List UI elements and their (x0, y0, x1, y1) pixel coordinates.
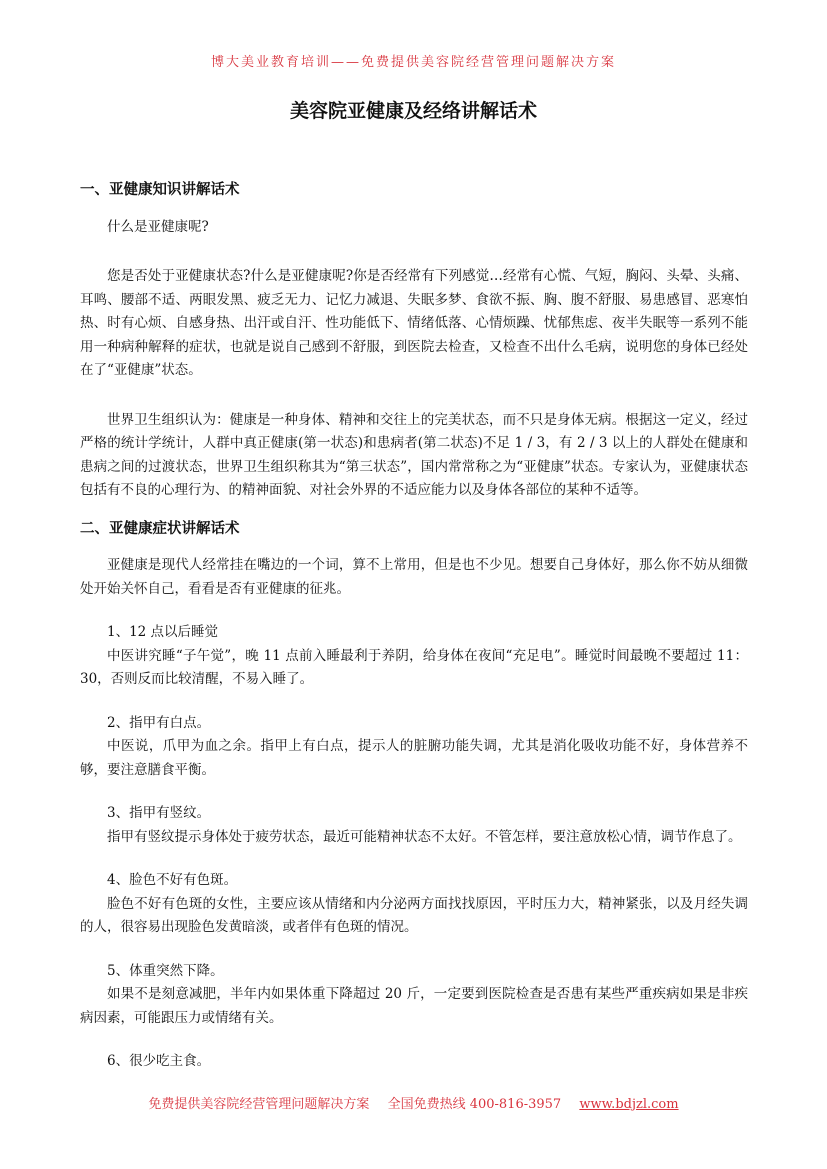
symptom-list (80, 601, 748, 1074)
section-heading: 一、亚健康知识讲解话术 (80, 181, 240, 198)
footer (0, 1093, 827, 1112)
list-item-text: 脸色不好有色斑的女性，主要应该从情绪和内分泌两方面找找原因，平时压力大，精神紧张，以及月经失调的人，很容易出现脸色发黄暗淡，或者伴有色斑的情况。 (80, 895, 748, 935)
list-item-title: 4、脸色不好有色斑。 (107, 872, 238, 888)
list-item-text: 如果不是刻意减肥，半年内如果体重下降超过 20 斤，一定要到医院检查是否患有某些严重疾病如果是非疾病因素，可能跟压力或情绪有关。 (80, 986, 748, 1026)
footer-slogan: 免费提供美容院经营管理问题解决方案 (148, 1097, 370, 1112)
paragraph: 亚健康是现代人经常挂在嘴边的一个词，算不上常用，但是也不少见。想要自己身体好，那么你不妨从细微处开始关怀自己，看看是否有亚健康的征兆。 (80, 557, 748, 597)
list-item-text: 指甲有竖纹提示身体处于疲劳状态，最近可能精神状态不太好。不管怎样，要注意放松心情，调节作息了。 (107, 828, 742, 845)
list-item-title: 2、指甲有白点。 (107, 714, 211, 731)
header-banner: 博大美业教育培训——免费提供美容院经营管理问题解决方案 (210, 55, 616, 70)
list-item-text: 中医说，爪甲为血之余。指甲上有白点，提示人的脏腑功能失调，尤其是消化吸收功能不好，身体营养不够，要注意膳食平衡。 (80, 738, 748, 778)
document-body (80, 178, 748, 1074)
list-item-title: 1、12 点以后睡觉 (107, 624, 219, 640)
list-item-title: 5、体重突然下降。 (107, 962, 224, 979)
paragraph: 您是否处于亚健康状态?什么是亚健康呢?你是否经常有下列感觉…经常有心慌、气短，胸闷、头晕、头痛、耳鸣、腰部不适、两眼发黑、疲乏无力、记忆力减退、失眠多梦、食欲不振、胸、腹不舒服、易患感冒、恶寒怕热、时有心烦、自感身热、出汗或自汗、性功能低下、情绪低落、心情烦躁、忧郁焦虑、夜半失眠等一系列不能用一种病种解释的症状，也就是说自己感到不舒服，到医院去检查，又检查不出什么毛病，说明您的身体已经处在了“亚健康”状态。 (80, 268, 748, 378)
paragraph: 世界卫生组织认为：健康是一种身体、精神和交往上的完美状态，而不只是身体无病。根据这一定义，经过严格的统计学统计，人群中真正健康(第一状态)和患病者(第二状态)不足 1 / 3，有 2 / 3 以上的人群处在健康和患病之间的过渡状态，世界卫生组织称其为“第三状态”，国内常常称之为“亚健康”状态。专家认为，亚健康状态包括有不良的心理行为、的精神面貌、对社会外界的不适应能力以及身体各部位的某种不适等。 (80, 411, 748, 498)
page-title: 美容院亚健康及经络讲解话术 (289, 100, 537, 122)
list-item-title: 3、指甲有竖纹。 (107, 805, 211, 821)
footer-hotline: 全国免费热线 400-816-3957 (387, 1097, 562, 1112)
footer-website-link[interactable]: www.bdjzl.com (579, 1097, 679, 1112)
paragraph: 什么是亚健康呢? (107, 218, 209, 235)
section-heading: 二、亚健康症状讲解话术 (80, 519, 240, 537)
list-item-text: 中医讲究睡“子午觉”，晚 11 点前入睡最利于养阴，给身体在夜间“充足电”。睡觉时间最晚不要超过 11：30，否则反而比较清醒，不易入睡了。 (80, 647, 748, 687)
list-item-title: 6、很少吃主食。 (107, 1053, 211, 1069)
